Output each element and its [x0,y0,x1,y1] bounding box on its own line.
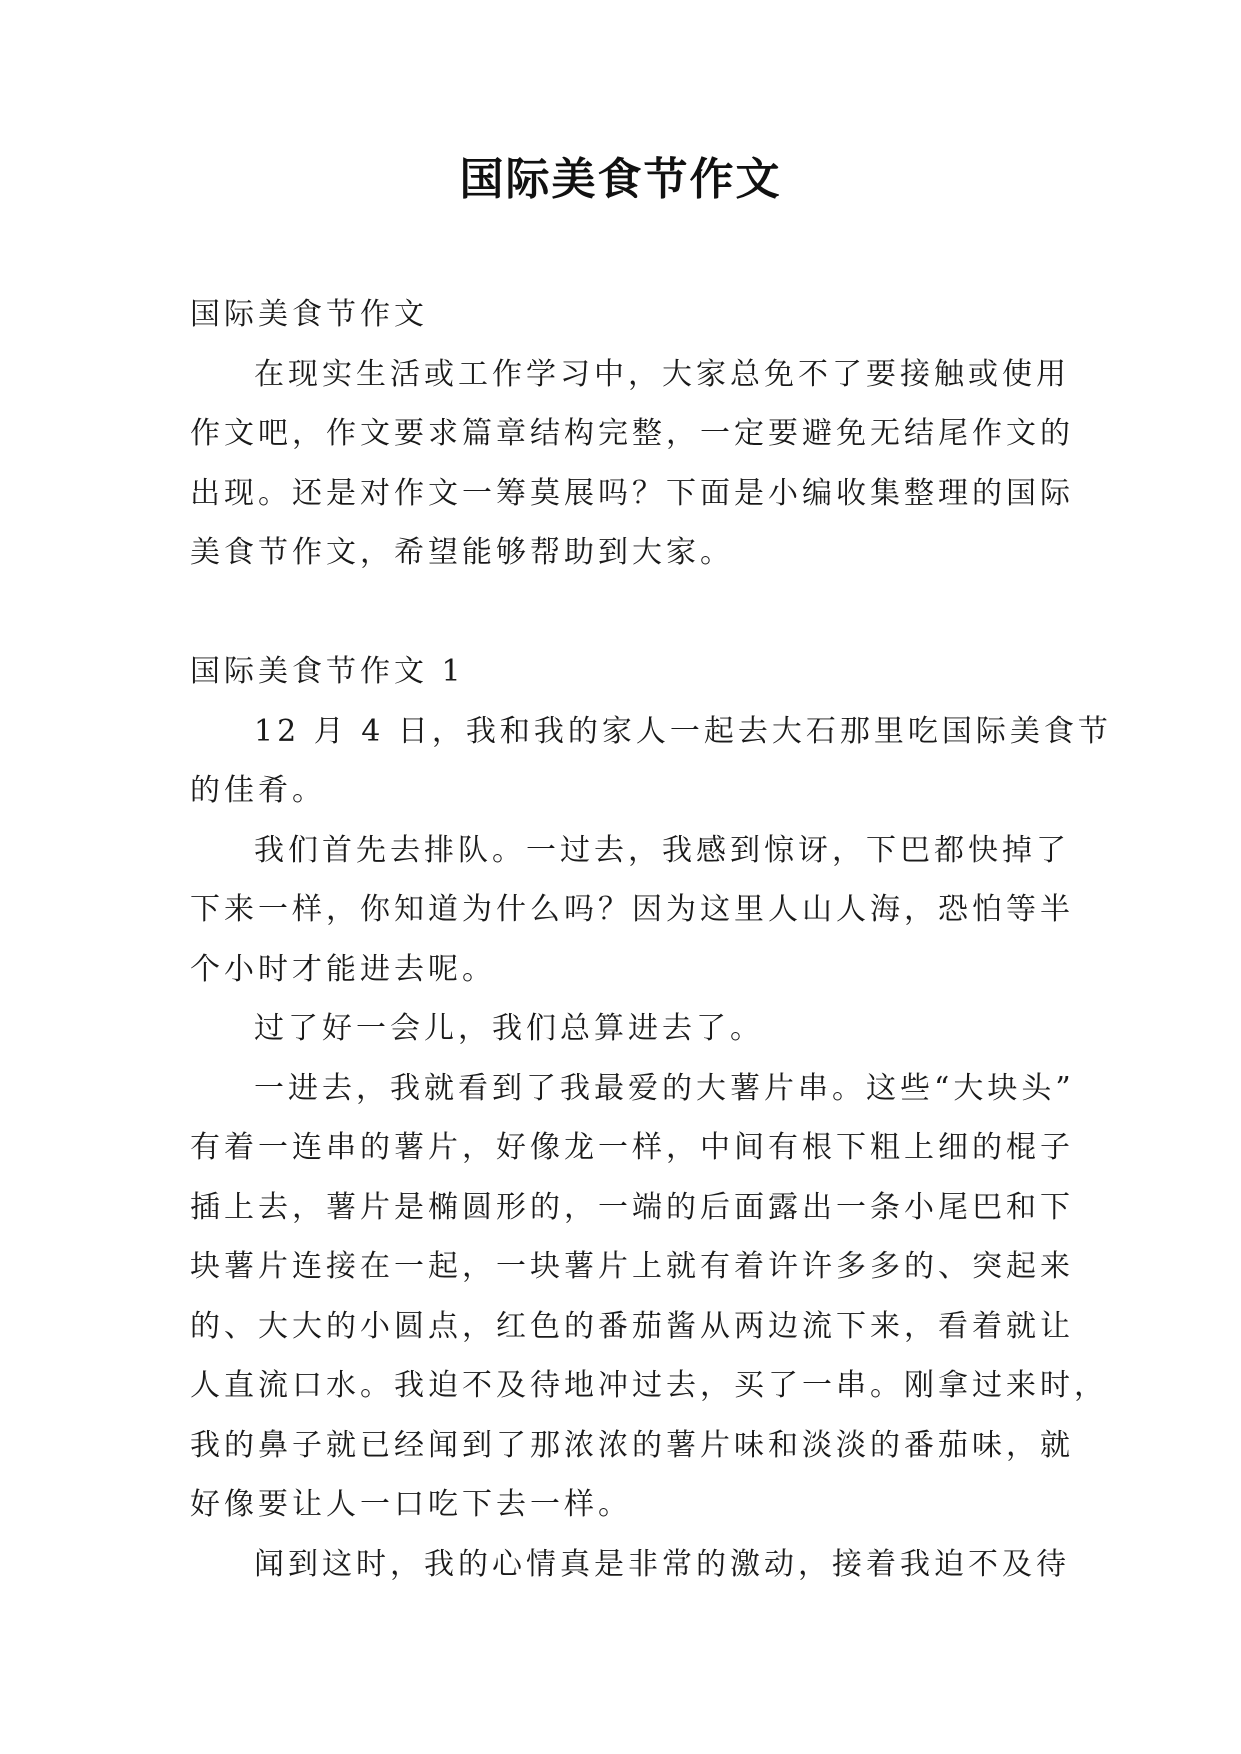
section-heading: 国际美食节作文 1 [190,654,465,689]
paragraph-2 [190,821,1074,1000]
paragraph-line: 个小时才能进去呢。 [190,951,496,987]
paragraph-1 [190,702,1112,821]
paragraph-line: 我们首先去排队。一过去，我感到惊讶，下巴都快掉了 [254,832,1070,868]
paragraph-line: 我的鼻子就已经闻到了那浓浓的薯片味和淡淡的番茄味，就 [190,1427,1074,1463]
paragraph-line: 有着一连串的薯片，好像龙一样，中间有根下粗上细的棍子 [190,1130,1074,1165]
paragraph-3 [190,999,1058,1059]
paragraph-line: 块薯片连接在一起，一块薯片上就有着许许多多的、突起来 [190,1249,1074,1284]
document-body [190,285,1112,1594]
intro-paragraph [190,345,1074,583]
paragraph-line: 出现。还是对作文一筹莫展吗？下面是小编收集整理的国际 [190,475,1074,511]
paragraph-line: 12 月 4 日，我和我的家人一起去大石那里吃国际美食节 [254,713,1112,749]
page-title: 国际美食节作文 [459,154,782,205]
intro-heading: 国际美食节作文 [190,297,428,332]
paragraph-line: 美食节作文，希望能够帮助到大家。 [190,535,734,570]
paragraph-line: 下来一样，你知道为什么吗？因为这里人山人海，恐怕等半 [190,892,1074,927]
paragraph-line: 在现实生活或工作学习中，大家总免不了要接触或使用 [254,356,1070,392]
paragraph-line: 插上去，薯片是椭圆形的，一端的后面露出一条小尾巴和下 [190,1189,1074,1225]
paragraph-4 [190,1059,1108,1535]
paragraph-line: 一进去，我就看到了我最爱的大薯片串。这些“大块头” [254,1070,1075,1106]
paragraph-line: 过了好一会儿，我们总算进去了。 [254,1011,764,1046]
paragraph-line: 人直流口水。我迫不及待地冲过去，买了一串。刚拿过来时， [190,1368,1108,1403]
paragraph-spacer [190,583,1058,643]
paragraph-5 [190,1535,1070,1595]
paragraph-line: 的佳肴。 [190,773,326,808]
paragraph-line: 好像要让人一口吃下去一样。 [190,1487,632,1522]
paragraph-line: 闻到这时，我的心情真是非常的激动，接着我迫不及待 [254,1546,1070,1582]
paragraph-line: 的、大大的小圆点，红色的番茄酱从两边流下来，看着就让 [190,1308,1074,1344]
paragraph-line: 作文吧，作文要求篇章结构完整，一定要避免无结尾作文的 [190,416,1074,451]
